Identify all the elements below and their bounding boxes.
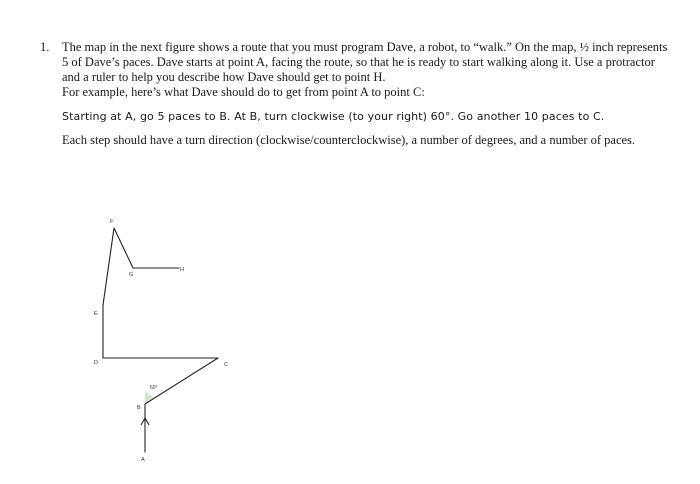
question-number: 1.	[40, 40, 50, 54]
point-label-h: H	[180, 267, 184, 273]
point-label-g: G	[129, 272, 134, 278]
step-requirements: Each step should have a turn direction (clockwise/counterclockwise), a number of degrees, and a number of paces.	[62, 133, 636, 147]
question-block	[40, 40, 670, 148]
point-label-b: B	[137, 405, 141, 411]
point-label-f: F	[110, 219, 114, 225]
point-label-d: D	[94, 360, 98, 366]
point-label-a: A	[141, 457, 145, 463]
route-path	[103, 228, 218, 452]
angle-label: 60°	[150, 385, 158, 391]
point-label-e: E	[94, 311, 98, 317]
start-arrow-icon	[141, 418, 149, 425]
example-intro: For example, here’s what Dave should do to get from point A to point C:	[62, 85, 425, 99]
example-instructions: Starting at A, go 5 paces to B. At B, turn clockwise (to your right) 60°. Go another 10 paces to C.	[62, 110, 605, 123]
point-label-c: C	[224, 362, 228, 368]
question-body	[62, 40, 670, 148]
question-intro: The map in the next figure shows a route that you must program Dave, a robot, to “walk.” On the map, ½ inch represents 5 of Dave’s paces. Dave starts at point A, facing the route, so that he is ready to start walking along it. Use a protractor and a ruler to help you describe how Dave should get to point H.	[62, 40, 668, 84]
angle-marker-b	[145, 392, 153, 404]
question-row	[40, 40, 670, 148]
